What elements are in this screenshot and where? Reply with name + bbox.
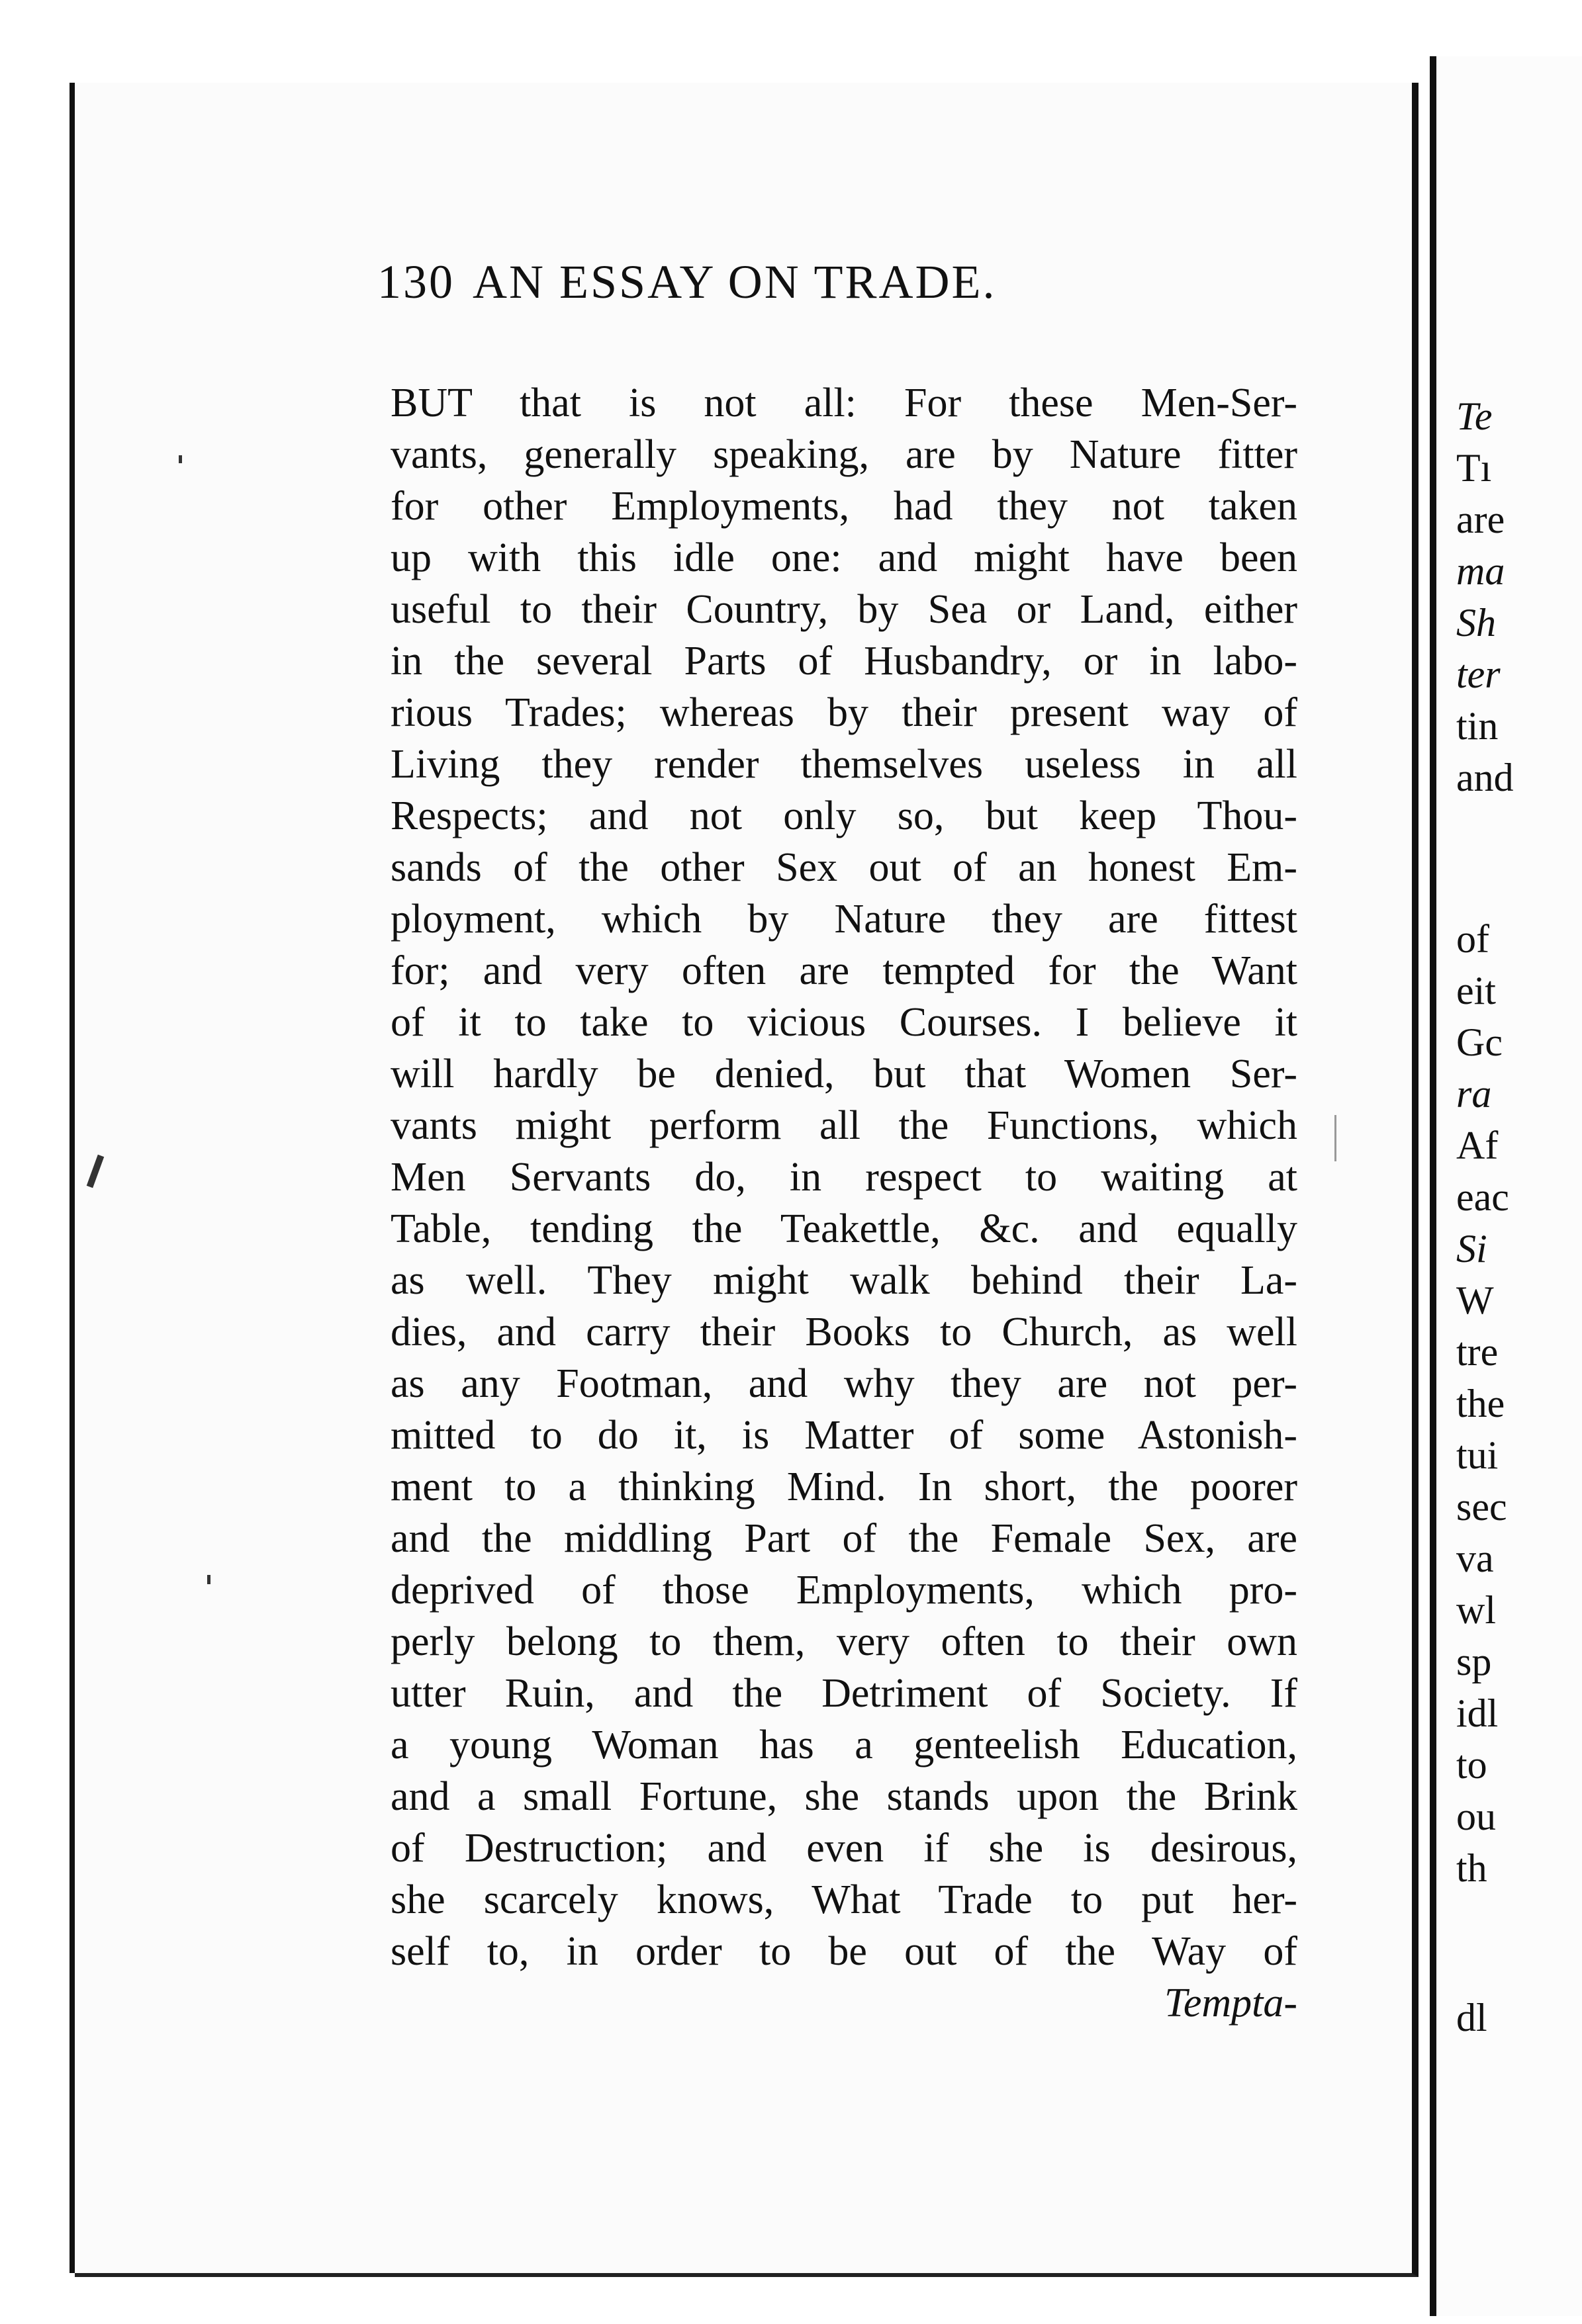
facing-page-fragment: and [1456,756,1514,799]
facing-page [1430,56,1582,2316]
text-line: a young Woman has a genteelish Education, [391,1722,1297,1767]
running-title: AN ESSAY ON TRADE. [473,255,997,308]
text-line: ployment, which by Nature they are fittest [391,897,1297,942]
stray-mark [207,1575,210,1584]
text-line: Men Servants do, in respect to waiting at [391,1155,1297,1200]
text-line: vants, generally speaking, are by Nature fitter [391,432,1297,477]
facing-page-fragment: ou [1456,1795,1496,1838]
text-line: dies, and carry their Books to Church, as well [391,1310,1297,1355]
stray-mark [1334,1115,1336,1161]
facing-page-fragment: sp [1456,1640,1492,1683]
text-line: useful to their Country, by Sea or Land, either [391,587,1297,632]
stray-mark [87,1155,104,1188]
text-line: as well. They might walk behind their La- [391,1258,1297,1303]
facing-page-fragment: eit [1456,969,1496,1012]
facing-page-fragment: of [1456,917,1489,961]
text-line: as any Footman, and why they are not per- [391,1361,1297,1406]
binding-margin [0,0,70,2324]
facing-page-fragment: idl [1456,1691,1499,1735]
facing-page-fragment: sec [1456,1485,1507,1529]
facing-page-fragment: Gc [1456,1020,1503,1064]
running-head [377,255,1304,310]
facing-page-fragment: Si [1456,1227,1487,1271]
binding-shadow [70,83,75,2273]
facing-page-fragment: tui [1456,1433,1499,1477]
facing-page-fragment: Sh [1456,601,1496,645]
text-line: will hardly be denied, but that Women Ser- [391,1051,1297,1096]
facing-page-fragment: Tı [1456,446,1492,490]
facing-page-fragment: the [1456,1382,1505,1425]
page-number: 130 [377,255,455,308]
text-line: up with this idle one: and might have been [391,535,1297,580]
text-line: BUT that is not all: For these Men-Ser- [391,380,1297,425]
body-text [391,377,1297,2029]
text-line: utter Ruin, and the Detriment of Society. If [391,1671,1297,1716]
facing-page-fragment: tre [1456,1330,1499,1374]
facing-page-fragment: va [1456,1537,1494,1580]
text-line: for; and very often are tempted for the Want [391,948,1297,993]
facing-page-fragment: ma [1456,549,1505,593]
text-line: sands of the other Sex out of an honest Em- [391,845,1297,890]
facing-page-fragment: eac [1456,1175,1509,1219]
text-line: vants might perform all the Functions, which [391,1103,1297,1148]
stray-mark [179,455,182,463]
text-line: deprived of those Employments, which pro- [391,1568,1297,1613]
text-line: Respects; and not only so, but keep Thou- [391,793,1297,838]
text-line: rious Trades; whereas by their present way of [391,690,1297,735]
catchword: Tempta- [1164,1981,1297,2026]
text-line: and a small Fortune, she stands upon the Brink [391,1774,1297,1819]
text-line: and the middling Part of the Female Sex, are [391,1516,1297,1561]
text-line: perly belong to them, very often to their own [391,1619,1297,1664]
text-line: for other Employments, had they not taken [391,484,1297,529]
facing-page-fragment: are [1456,498,1505,541]
text-line: in the several Parts of Husbandry, or in labo- [391,639,1297,684]
facing-page-fragment: dl [1456,1996,1487,2039]
facing-page-fragment: Af [1456,1124,1499,1167]
text-line: she scarcely knows, What Trade to put her- [391,1877,1297,1922]
text-line: Living they render themselves useless in all [391,742,1297,787]
facing-page-fragment: wl [1456,1588,1496,1632]
text-line: of Destruction; and even if she is desirous, [391,1826,1297,1871]
text-line: ment to a thinking Mind. In short, the poorer [391,1464,1297,1509]
facing-page-fragment: to [1456,1743,1487,1787]
facing-page-fragment: W [1456,1278,1494,1322]
facing-page-fragment: th [1456,1846,1487,1890]
facing-page-fragment: ter [1456,652,1501,696]
text-line: Table, tending the Teakettle, &c. and equally [391,1206,1297,1251]
text-line: self to, in order to be out of the Way of [391,1929,1297,1974]
facing-page-fragment: ra [1456,1072,1492,1116]
facing-page-fragment: tin [1456,704,1499,748]
facing-page-fragment: Te [1456,394,1493,438]
text-line: mitted to do it, is Matter of some Astonish- [391,1413,1297,1458]
text-line: of it to take to vicious Courses. I believe it [391,1000,1297,1045]
